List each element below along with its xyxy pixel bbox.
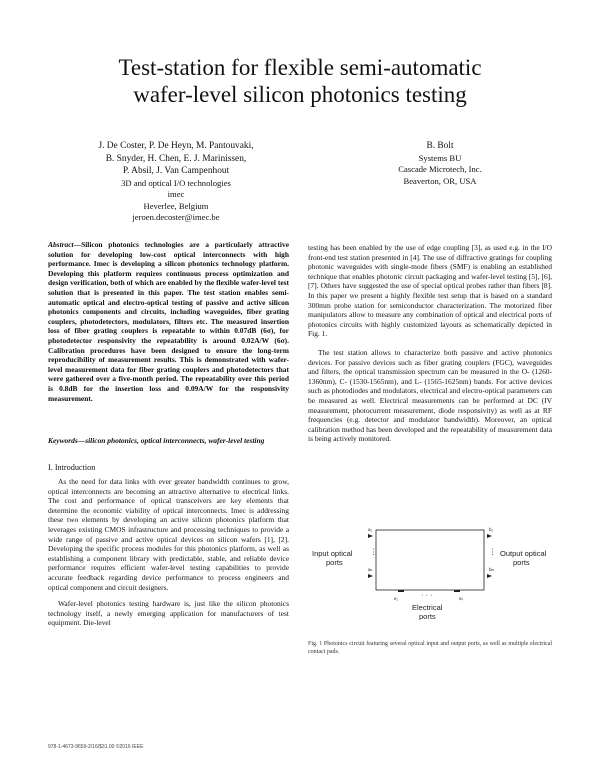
abstract-lead: Abstract— (48, 240, 82, 249)
vertical-ellipsis-right: ⋮ (489, 547, 497, 556)
electrical-pad-e1 (398, 590, 404, 592)
intro-paragraph: As the need for data links with ever greater bandwidth continues to grow, optical interconnects are becoming an attractive alternative to electrical links. The cost and performance of optical transceivers are key elements that determine the economic viability of optical interconnects. Imec is addressing these two elements by developing an active silicon photonics platform that leverages existing CMOS infrastructure and processing techniques to provide a wide range of passive and active optical devices on silicon wafers [1], [2]. Developing the specific process modules for this photonics platform, as well as establishing a component library with predictable, stable, and reliable device performance requires efficient wafer-level testing capabilities to provide accurate feedback regarding device performance to process engineers and optical component and circuit designers. (48, 477, 289, 592)
author-name-right: B. Bolt (426, 141, 454, 151)
output-port-b1-arrow (487, 534, 492, 538)
section-heading-introduction: I. Introduction (48, 463, 96, 472)
circuit-box (376, 530, 484, 590)
electrical-pad-ep (454, 590, 460, 592)
author-block-right (340, 140, 540, 187)
body-paragraph: testing has been enabled by the use of edge coupling [3], as used e.g. in the I/O front-end test station presented in [4]. The use of diffractive gratings for coupling photonic waveguides with single-mode fibers (SMF) is enabling an established technique that enables photonic circuit packaging and wafer-level testing [5], [6], [7]. Others have suggested the use of special optical probes rather than fibers [8]. In this paper we present a highly flexible test setup that is based on a standard 300mm probe station for semiconductor characterization. The motorized fiber manipulators allow to measure any combination of optical and electrical ports of photonics circuits with highly customized layouts as schematically depicted in Fig. 1. (308, 243, 552, 339)
input-ports-label: ports (326, 558, 343, 567)
author-names-line-2: B. Snyder, H. Chen, E. J. Marinissen, (105, 153, 247, 164)
port-label-b1: b₁ (489, 527, 494, 532)
vertical-ellipsis-left: ⋮ (370, 547, 378, 556)
affiliation-right-dept: Systems BU (418, 152, 462, 163)
figure-1-diagram (308, 520, 552, 620)
keywords (48, 436, 289, 446)
author-block-left (62, 140, 290, 224)
author-email: jeroen.decoster@imec.be (132, 212, 220, 222)
input-port-an-arrow (368, 574, 373, 578)
affiliation-dept: 3D and optical I/O technologies (121, 177, 231, 188)
port-label-a1: a₁ (368, 527, 373, 532)
keywords-text: silicon photonics, optical interconnects, wafer-level testing (85, 436, 265, 445)
intro-paragraph: Wafer-level photonics testing hardware is, just like the silicon photonics technology itself, a newly emerging application for manufacturers of test equipment. Die-level (48, 599, 289, 628)
author-names-line-3: P. Absil, J. Van Campenhout (122, 166, 230, 176)
input-ports-label: Input optical (312, 549, 353, 558)
abstract (48, 240, 289, 403)
electrical-ports-label: Electrical (412, 603, 443, 612)
electrical-ports-label: ports (419, 612, 436, 620)
author-names-line-1: J. De Coster, P. De Heyn, M. Pantouvaki, (98, 141, 254, 151)
input-port-a1-arrow (368, 534, 373, 538)
output-ports-label: Output optical (500, 549, 547, 558)
paper-title-line-1: Test-station for flexible semi-automatic (118, 55, 482, 80)
output-port-bm-arrow (487, 574, 492, 578)
affiliation-right-location: Beaverton, OR, USA (403, 175, 477, 186)
abstract-text: Silicon photonics technologies are a particularly attractive solution for developing low-cost optical interconnects with high performance. Imec is developing a silicon photonics technology platform. Developing this platform requires continuous process optimization and design verification, both of which are enabled by the flexible wafer-level test solution that is presented in this paper. The test station enables semi-automatic optical and electro-optical testing of passive and active silicon photonics components and circuits, including waveguides, fiber grating couplers, photodetectors, modulators, filters etc. The measured insertion loss of fiber grating couplers is repeatable to within 0.07dB (6σ), for photodetector responsivity the repeatability is around 0.02A/W (6σ). Calibration procedures have been designed to ensure the long-term reproducibility of measurement results. This is demonstrated with wafer-level measurement data for fiber grating couplers and photodetectors that were gathered over a five-month period. The repeatability over this period is 0.8dB for the insertion loss and 0.09A/W for the responsivity measurement. (48, 240, 289, 403)
keywords-lead: Keywords— (48, 436, 86, 445)
horizontal-ellipsis: · · · (421, 590, 433, 599)
port-label-ep: eₚ (459, 596, 464, 601)
port-label-bm: bₘ (489, 567, 495, 572)
right-column-body (308, 243, 552, 444)
affiliation-right-org: Cascade Microtech, Inc. (398, 164, 482, 174)
port-label-e1: e₁ (394, 596, 399, 601)
output-ports-label: ports (513, 558, 530, 567)
affiliation-org: imec (167, 189, 185, 199)
port-label-an: aₙ (368, 567, 373, 572)
photonics-circuit-diagram (308, 520, 552, 620)
figure-1-caption: Fig. 1 Photonics circuit featuring several optical input and output ports, as well as multiple electrical contact pads. (308, 641, 552, 655)
copyright-footer: 978-1-4673-9659-2/16/$31.00 ©2016 IEEE (48, 744, 144, 750)
affiliation-location: Heverlee, Belgium (143, 200, 209, 211)
introduction-body (48, 477, 289, 628)
body-paragraph: The test station allows to characterize both passive and active photonics devices. For passive devices such as fiber grating couplers (FGC), waveguides and filters, the optical transmission spectrum can be measured in the O- (1260-1360nm), C- (1530-1565nm), and L- (1565-1625nm) bands. For active devices such as photodiodes and modulators, electrical and electro-optical parameters can be measured as well. Electrical measurements can be performed at DC (IV measurement, photocurrent measurement, diode responsivity) as well as at RF frequencies (e.g. detector and modulator bandwidth). Moreover, an optical calibration method has been developed and the repeatability of measurement data is being actively monitored. (308, 347, 552, 444)
paper-title-line-2: wafer-level silicon photonics testing (133, 82, 467, 107)
